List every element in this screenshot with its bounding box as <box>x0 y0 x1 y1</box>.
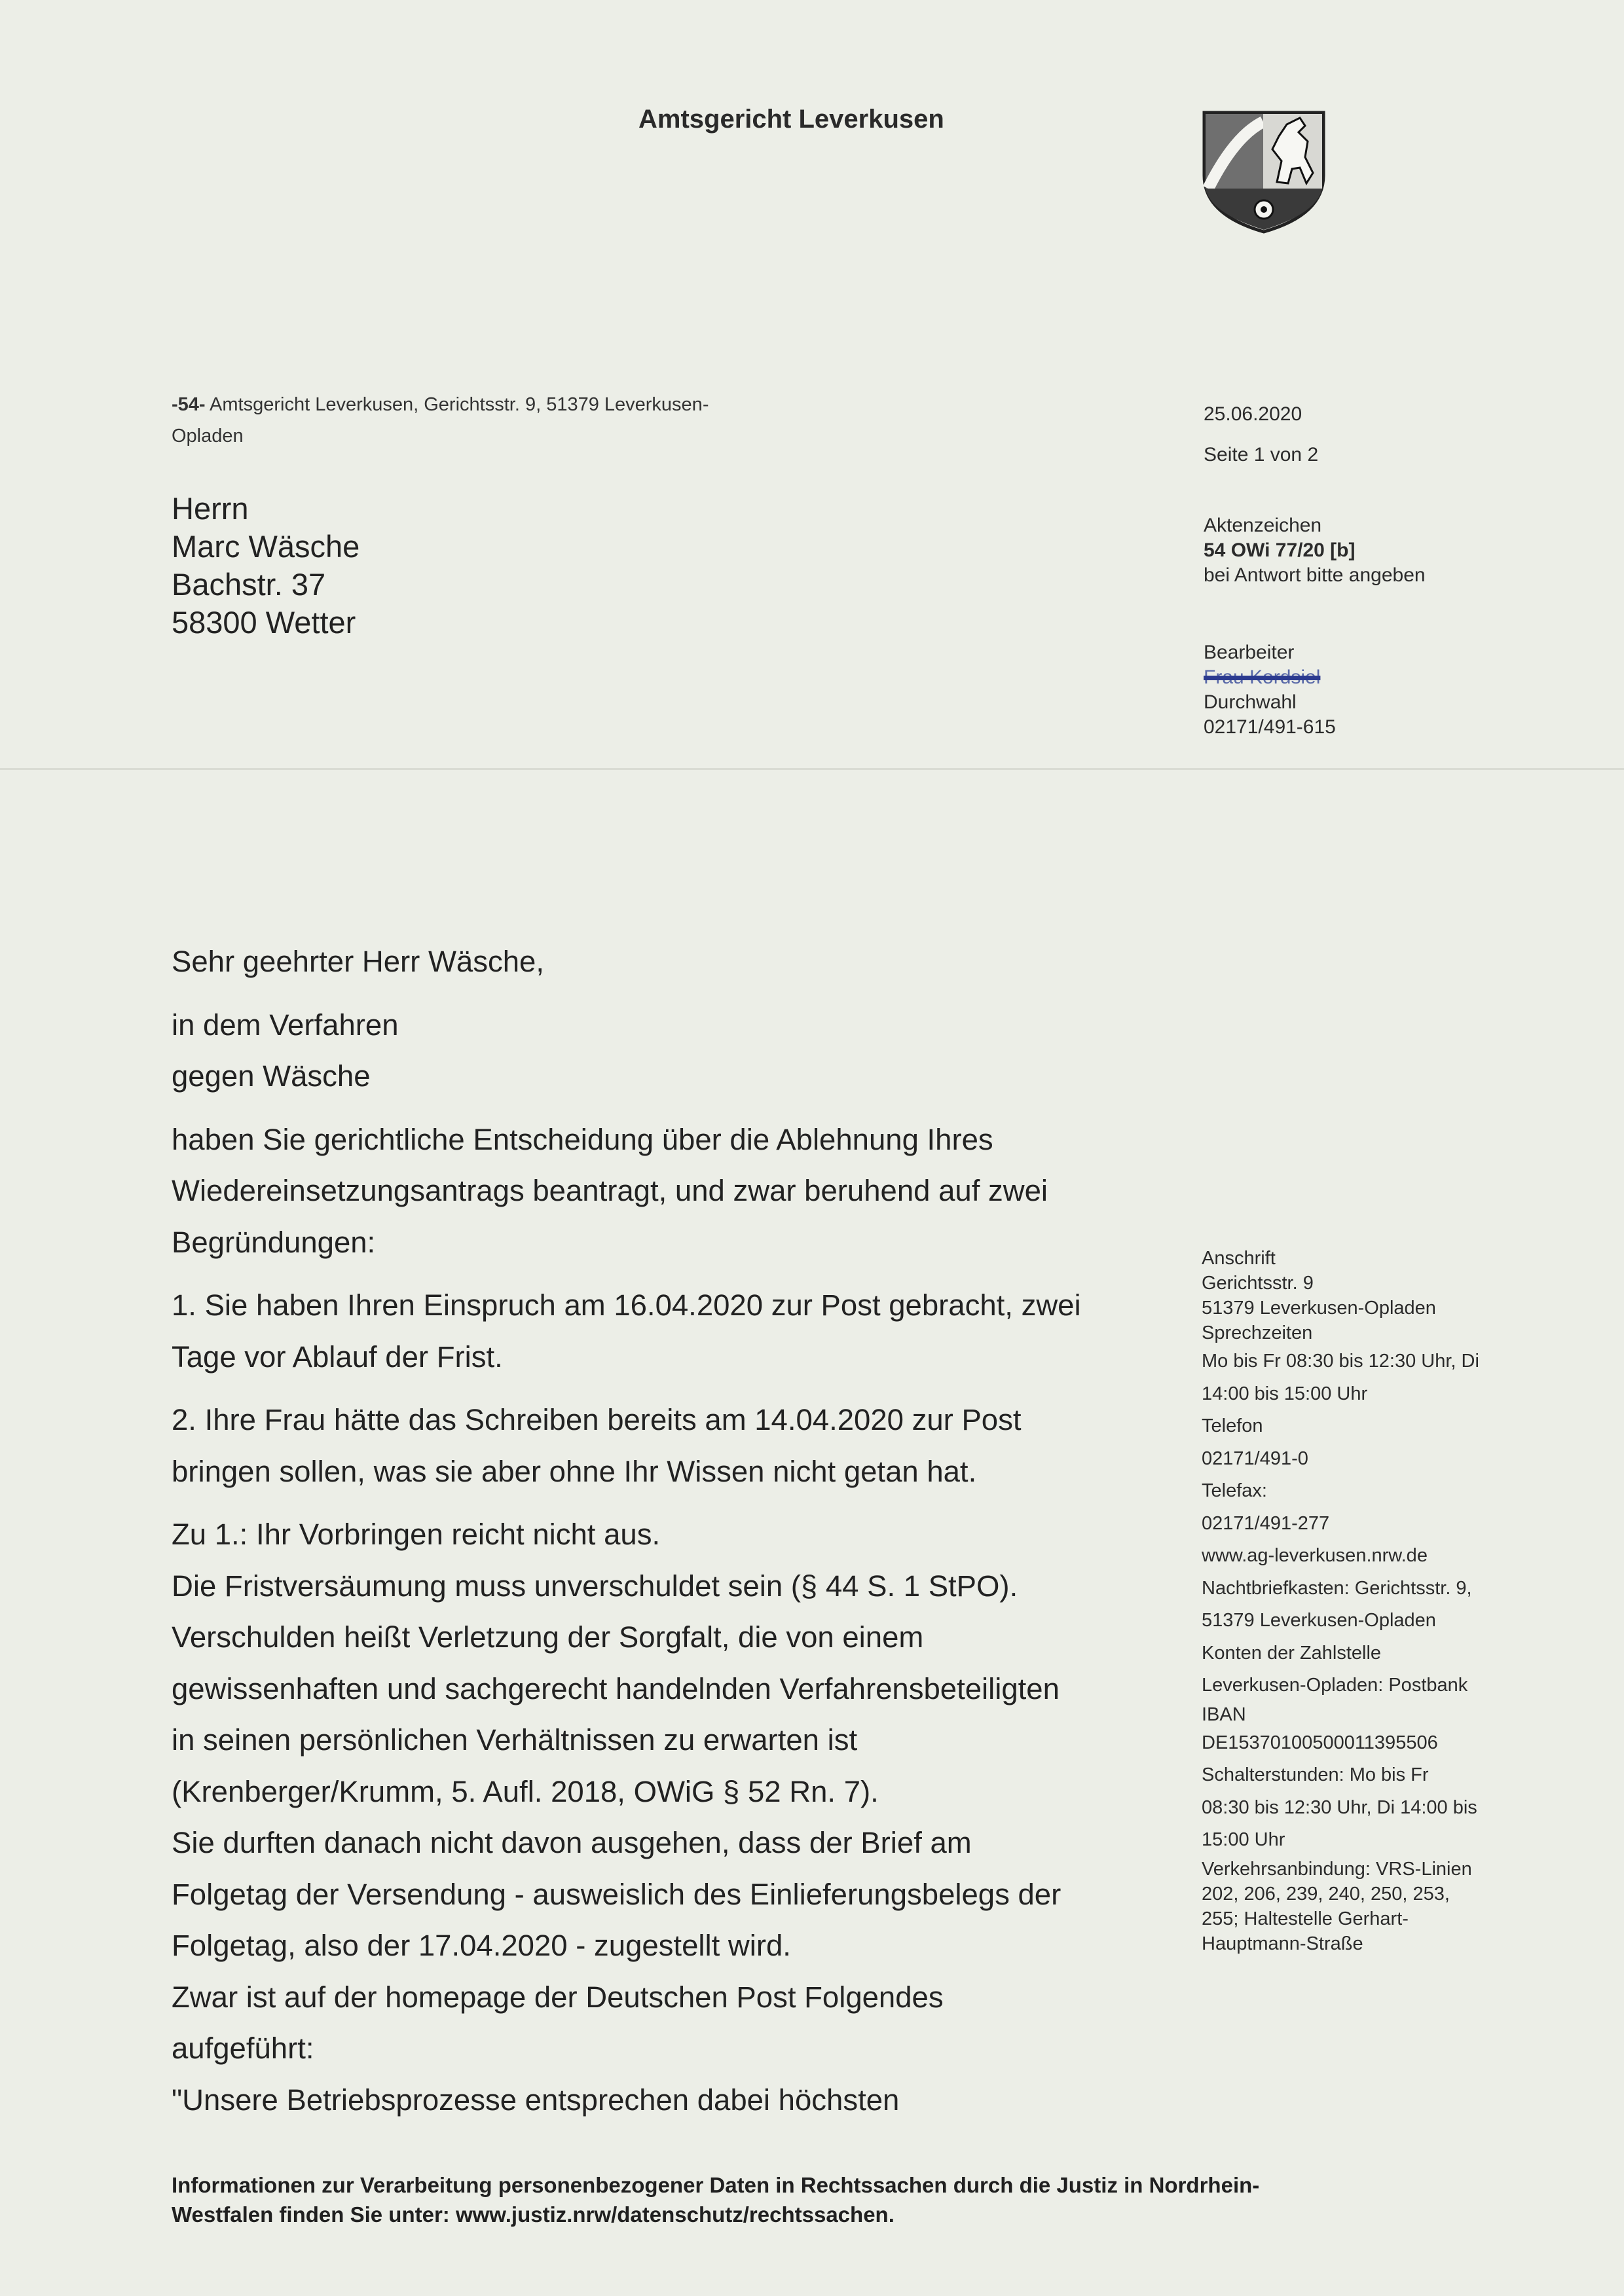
clerk-name-redacted: Frau Kordsiel <box>1204 666 1321 688</box>
office-hours-label: Sprechzeiten <box>1202 1322 1313 1343</box>
letter-date: 25.06.2020 <box>1204 403 1302 425</box>
transit-info: 202, 206, 239, 240, 250, 253, <box>1202 1883 1450 1904</box>
paper-fold-line <box>0 768 1624 770</box>
office-hours: 14:00 bis 15:00 Uhr <box>1202 1383 1368 1404</box>
clerk-label: Bearbeiter <box>1204 642 1295 663</box>
case-intro-line: gegen Wäsche <box>172 1059 371 1093</box>
fax-number: 02171/491-277 <box>1202 1512 1330 1534</box>
case-intro-line: in dem Verfahren <box>172 1008 399 1042</box>
sender-return-address <box>172 389 826 452</box>
counter-hours: Schalterstunden: Mo bis Fr <box>1202 1764 1429 1785</box>
letter-body <box>172 936 1193 2126</box>
transit-info: Verkehrsanbindung: VRS-Linien <box>1202 1858 1472 1880</box>
body-line: Tage vor Ablauf der Frist. <box>172 1339 503 1374</box>
court-website: www.ag-leverkusen.nrw.de <box>1202 1545 1428 1566</box>
file-reference-label: Aktenzeichen <box>1204 515 1322 536</box>
phone-label: Telefon <box>1202 1415 1263 1436</box>
body-line: Zwar ist auf der homepage der Deutschen Post Folgendes <box>172 1980 944 2014</box>
counter-hours: 15:00 Uhr <box>1202 1829 1285 1850</box>
counter-hours: 08:30 bis 12:30 Uhr, Di 14:00 bis <box>1202 1796 1477 1818</box>
court-name: Amtsgericht Leverkusen <box>638 105 944 134</box>
body-line: (Krenberger/Krumm, 5. Aufl. 2018, OWiG § 52 Rn. 7). <box>172 1774 879 1808</box>
body-line: in seinen persönlichen Verhältnissen zu erwarten ist <box>172 1723 858 1757</box>
body-line: Zu 1.: Ihr Vorbringen reicht nicht aus. <box>172 1518 661 1551</box>
file-reference-block <box>1204 513 1426 588</box>
body-line: "Unsere Betriebsprozesse entsprechen dabei höchsten <box>172 2083 900 2117</box>
recipient-street: Bachstr. 37 <box>172 567 326 602</box>
department-code: -54- <box>172 394 206 415</box>
file-reference-number: 54 OWi 77/20 [b] <box>1204 539 1356 561</box>
body-line: Die Fristversäumung muss unverschuldet sein (§ 44 S. 1 StPO). <box>172 1569 1018 1603</box>
night-mailbox: 51379 Leverkusen-Opladen <box>1202 1610 1436 1631</box>
file-reference-note: bei Antwort bitte angeben <box>1204 564 1426 586</box>
nrw-coat-of-arms-icon <box>1202 110 1326 234</box>
clerk-block <box>1204 640 1336 740</box>
accounts-label: Konten der Zahlstelle <box>1202 1642 1382 1664</box>
body-line: Folgetag der Versendung - ausweislich des Einlieferungsbelegs der <box>172 1877 1061 1911</box>
body-line: Wiedereinsetzungsantrags beantragt, und zwar beruhend auf zwei <box>172 1174 1048 1207</box>
court-contact-sidebar <box>1202 1246 1555 1956</box>
recipient-salutation: Herrn <box>172 491 249 526</box>
body-line: bringen sollen, was sie aber ohne Ihr Wissen nicht getan hat. <box>172 1454 977 1488</box>
body-line: Folgetag, also der 17.04.2020 - zugestellt wird. <box>172 1929 791 1962</box>
page-number: Seite 1 von 2 <box>1204 444 1319 465</box>
transit-info: 255; Haltestelle Gerhart- <box>1202 1908 1409 1929</box>
body-line: aufgeführt: <box>172 2032 314 2065</box>
iban-label: IBAN <box>1202 1704 1246 1725</box>
phone-number: 02171/491-0 <box>1202 1448 1308 1469</box>
body-line: gewissenhaften und sachgerecht handelnden Verfahrensbeteiligten <box>172 1671 1060 1705</box>
body-line: Begründungen: <box>172 1225 376 1259</box>
transit-info: Hauptmann-Straße <box>1202 1933 1363 1954</box>
body-line: Verschulden heißt Verletzung der Sorgfalt, die von einem <box>172 1620 924 1654</box>
extension-label: Durchwahl <box>1204 691 1297 713</box>
body-line: 2. Ihre Frau hätte das Schreiben bereits am 14.04.2020 zur Post <box>172 1403 1022 1436</box>
privacy-footer <box>172 2170 1449 2229</box>
fax-label: Telefax: <box>1202 1480 1267 1501</box>
address-street: Gerichtsstr. 9 <box>1202 1273 1314 1294</box>
body-line: 1. Sie haben Ihren Einspruch am 16.04.2020 zur Post gebracht, zwei <box>172 1288 1081 1322</box>
recipient-address <box>172 490 360 642</box>
iban: DE15370100500011395506 <box>1202 1732 1438 1753</box>
footer-line: Informationen zur Verarbeitung personenbezogener Daten in Rechtssachen durch die Justiz in Nordrhein- <box>172 2173 1260 2197</box>
recipient-name: Marc Wäsche <box>172 529 360 564</box>
sender-address: Amtsgericht Leverkusen, Gerichtsstr. 9, 51379 Leverkusen- <box>210 394 709 415</box>
greeting: Sehr geehrter Herr Wäsche, <box>172 945 544 978</box>
bank-name: Leverkusen-Opladen: Postbank <box>1202 1675 1468 1696</box>
footer-line: Westfalen finden Sie unter: www.justiz.nrw/datenschutz/rechtssachen. <box>172 2202 895 2227</box>
body-line: haben Sie gerichtliche Entscheidung über die Ablehnung Ihres <box>172 1122 993 1156</box>
extension-number: 02171/491-615 <box>1204 716 1336 738</box>
sender-address-continued: Opladen <box>172 426 244 446</box>
address-city: 51379 Leverkusen-Opladen <box>1202 1298 1436 1319</box>
body-line: Sie durften danach nicht davon ausgehen, dass der Brief am <box>172 1826 972 1859</box>
recipient-city: 58300 Wetter <box>172 605 356 640</box>
office-hours: Mo bis Fr 08:30 bis 12:30 Uhr, Di <box>1202 1351 1479 1372</box>
address-label: Anschrift <box>1202 1248 1276 1269</box>
night-mailbox: Nachtbriefkasten: Gerichtsstr. 9, <box>1202 1577 1472 1599</box>
letter-date-block <box>1204 394 1318 475</box>
